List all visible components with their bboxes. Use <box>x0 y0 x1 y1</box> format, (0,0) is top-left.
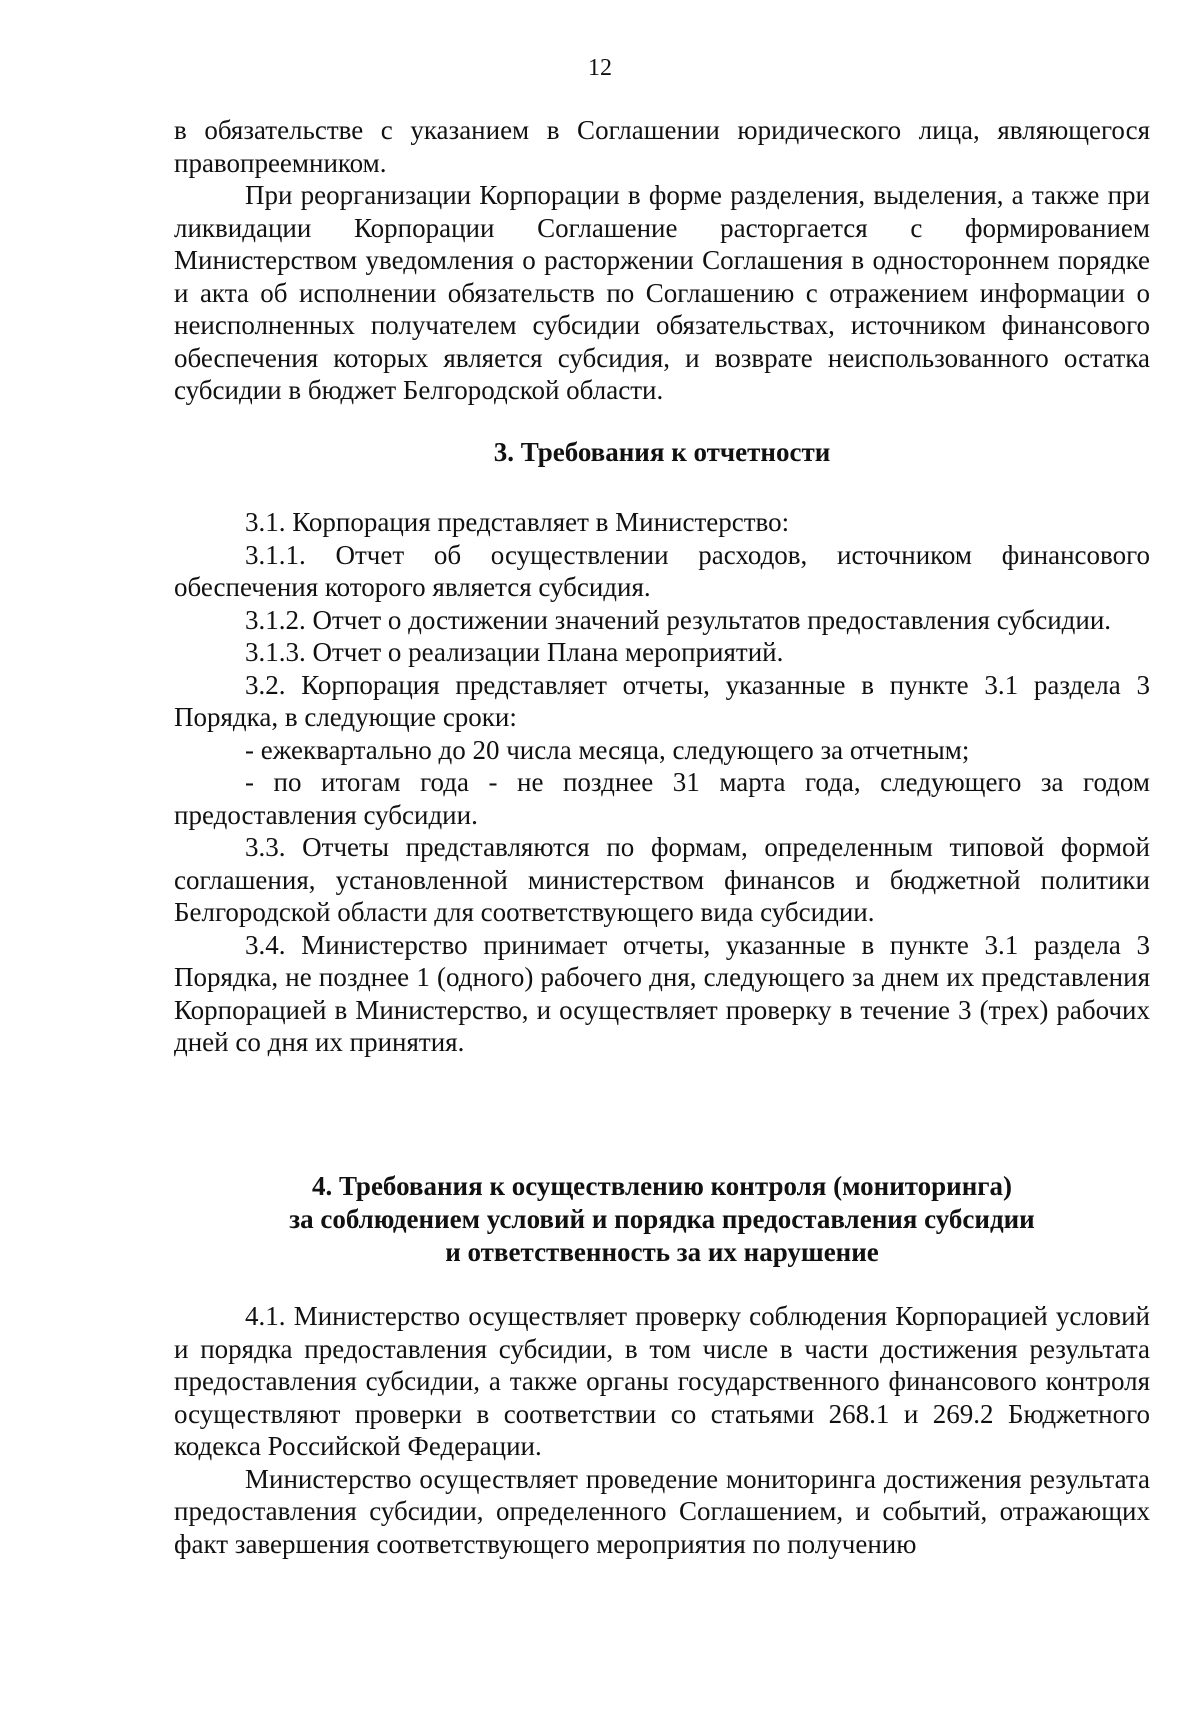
paragraph-3-3: 3.3. Отчеты представляются по формам, определенным типовой формой соглашения, установленной министерством финансов и бюджетной политики Белгородской области для соответствующего вида субсидии. <box>174 832 1150 927</box>
section-4-heading-line-3: и ответственность за их нарушение <box>445 1237 879 1267</box>
paragraph-3-2: 3.2. Корпорация представляет отчеты, указанные в пункте 3.1 раздела 3 Порядка, в следующие сроки: <box>174 669 1150 732</box>
section-3-heading: 3. Требования к отчетности <box>493 437 831 467</box>
section-4-heading-block <box>174 1170 1150 1269</box>
paragraph-4-monitoring: Министерство осуществляет проведение мониторинга достижения результата предоставления субсидии, определенного Соглашением, и событий, отражающих факт завершения соответствующего мероприятия по получению <box>174 1463 1150 1559</box>
paragraph-3-2-yearly: - по итогам года - не позднее 31 марта года, следующего за годом предоставления субсидии. <box>174 767 1150 830</box>
paragraph-continuation: в обязательстве с указанием в Соглашении юридического лица, являющегося правопреемником. <box>174 115 1150 178</box>
section-4-body <box>174 1300 1150 1560</box>
section-4-heading <box>174 1170 1150 1269</box>
paragraph-3-2-quarterly: - ежеквартально до 20 числа месяца, следующего за отчетным; <box>245 734 970 765</box>
paragraph-reorganization: При реорганизации Корпорации в форме разделения, выделения, а также при ликвидации Корпорации Соглашение расторгается с формированием Министерством уведомления о расторжении Соглашения в одностороннем порядке и акта об исполнении обязательств по Соглашению с отражением информации о неисполненных получателем субсидии обязательствах, источником финансового обеспечения которых является субсидия, и возврате неиспользованного остатка субсидии в бюджет Белгородской области. <box>174 180 1150 405</box>
paragraph-3-1-2: 3.1.2. Отчет о достижении значений результатов предоставления субсидии. <box>245 604 1112 635</box>
section-4-heading-line-1: 4. Требования к осуществлению контроля (мониторинга) <box>311 1171 1013 1201</box>
section-3-body <box>174 506 1150 1059</box>
section-3-heading-block <box>174 436 1150 469</box>
paragraph-3-1-1: 3.1.1. Отчет об осуществлении расходов, источником финансового обеспечения которого является субсидия. <box>174 539 1150 602</box>
section-4-heading-line-2: за соблюдением условий и порядка предоставления субсидии <box>289 1204 1035 1234</box>
page-number: 12 <box>588 55 612 81</box>
paragraph-3-4: 3.4. Министерство принимает отчеты, указанные в пункте 3.1 раздела 3 Порядка, не позднее 1 (одного) рабочего дня, следующего за днем их представления Корпорацией в Министерство, и осуществляет проверку в течение 3 (трех) рабочих дней со дня их принятия. <box>174 929 1150 1057</box>
paragraph-4-1: 4.1. Министерство осуществляет проверку соблюдения Корпорацией условий и порядка предоставления субсидии, в том числе в части достижения результата предоставления субсидии, а также органы государственного финансового контроля осуществляют проверки в соответствии со статьями 268.1 и 269.2 Бюджетного кодекса Российской Федерации. <box>174 1301 1150 1461</box>
intro-block <box>174 114 1150 407</box>
paragraph-3-1-3: 3.1.3. Отчет о реализации Плана мероприятий. <box>245 637 784 667</box>
paragraph-3-1: 3.1. Корпорация представляет в Министерство: <box>245 507 790 537</box>
